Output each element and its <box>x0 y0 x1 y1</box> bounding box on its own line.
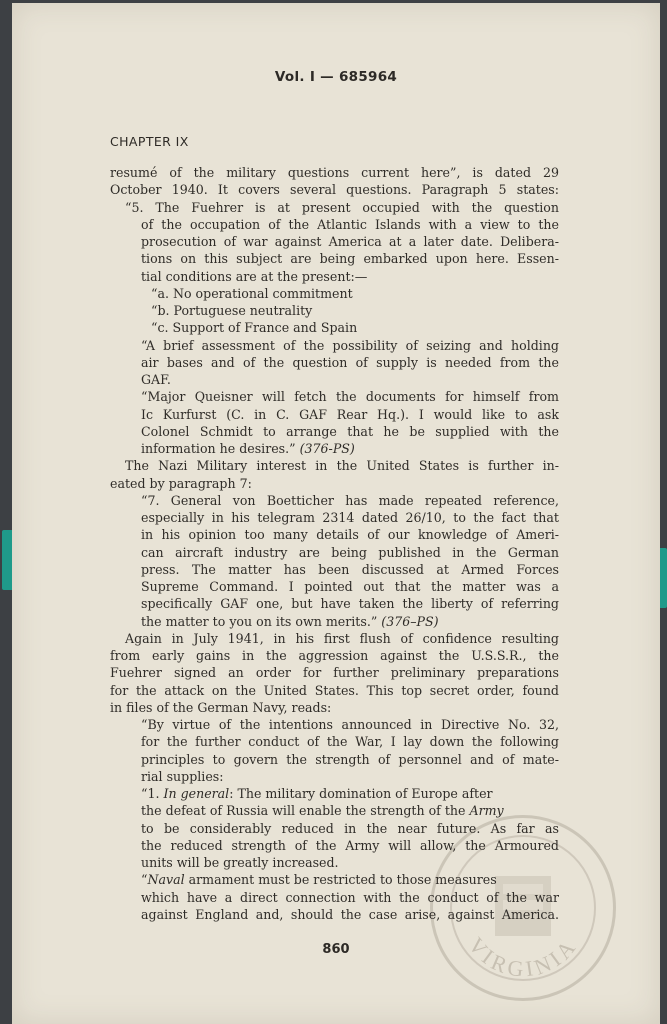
text-line: in files of the German Navy, reads: <box>110 699 332 715</box>
citation: (376–PS) <box>381 613 439 629</box>
text-line: GAF. <box>141 372 171 387</box>
document-body <box>110 164 559 923</box>
text-line: “Major Queisner will fetch the documents for himself from <box>141 389 559 405</box>
text-line: “c. Support of France and Spain <box>151 320 358 336</box>
text-line: against England and, should the case arise, against America. <box>141 906 559 922</box>
text-line: Colonel Schmidt to arrange that he be supplied with the <box>141 423 559 439</box>
text-line: especially in his telegram 2314 dated 26/10, to the fact that <box>141 510 559 525</box>
text-line: “b. Portuguese neutrality <box>151 303 313 318</box>
text-line: Fuehrer signed an order for further preliminary preparations <box>110 665 559 681</box>
text-line: to be considerably reduced in the near future. As far as <box>141 820 559 836</box>
text-line: for the attack on the United States. This top secret order, found <box>110 682 559 698</box>
text-line: the defeat of Russia will enable the strength of the Army <box>141 803 504 819</box>
text-line: tial conditions are at the present:— <box>141 268 368 284</box>
text-line: which have a direct connection with the conduct of the war <box>141 889 559 905</box>
text-line: information he desires.” (376-PS) <box>141 441 355 456</box>
text-line: for the further conduct of the War, I lay down the following <box>141 734 559 750</box>
text-line: “Naval armament must be restricted to those measures <box>141 872 497 888</box>
text-line: “By virtue of the intentions announced in Directive No. 32, <box>141 717 559 732</box>
text-line: “5. The Fuehrer is at present occupied with the question <box>125 199 559 215</box>
text-line: units will be greatly increased. <box>141 855 339 870</box>
text-line: Supreme Command. I pointed out that the matter was a <box>141 579 559 594</box>
text-line: eated by paragraph 7: <box>110 475 252 491</box>
text-line: the matter to you on its own merits.” (376–PS) <box>141 613 439 629</box>
text-line: in his opinion too many details of our knowledge of Ameri- <box>141 527 559 543</box>
text-line: “1. In general: The military domination of Europe after <box>141 786 493 801</box>
svg-text:VIRGINIA: VIRGINIA <box>463 932 583 982</box>
text-line: press. The matter has been discussed at Armed Forces <box>141 561 559 577</box>
text-line: “A brief assessment of the possibility of seizing and holding <box>141 337 559 353</box>
text-line: The Nazi Military interest in the United States is further in- <box>125 458 559 474</box>
volume-header: Vol. I — 685964 <box>274 69 398 85</box>
text-line: October 1940. It covers several questions. Paragraph 5 states: <box>110 182 559 198</box>
text-line: air bases and of the question of supply is needed from the <box>141 354 559 370</box>
text-line: resumé of the military questions current here”, is dated 29 <box>110 165 559 180</box>
page-number: 860 <box>322 942 350 957</box>
text-line: the reduced strength of the Army will allow, the Armoured <box>141 837 559 853</box>
text-line: rial supplies: <box>141 768 224 784</box>
text-line: tions on this subject are being embarked upon here. Essen- <box>141 251 559 267</box>
text-line: of the occupation of the Atlantic Islands with a view to the <box>141 216 559 232</box>
text-line: Again in July 1941, in his first flush of confidence resulting <box>125 630 559 646</box>
document-page <box>12 3 660 1024</box>
text-line: specifically GAF one, but have taken the liberty of referring <box>141 596 559 612</box>
text-line: prosecution of war against America at a later date. Delibera- <box>141 234 559 249</box>
chapter-heading: CHAPTER IX <box>110 134 189 149</box>
text-line: Ic Kurfurst (C. in C. GAF Rear Hq.). I would like to ask <box>141 406 559 422</box>
text-line: can aircraft industry are being published in the German <box>141 544 559 560</box>
text-line: from early gains in the aggression against the U.S.S.R., the <box>110 648 559 663</box>
text-line: “7. General von Boetticher has made repeated reference, <box>141 492 559 508</box>
citation: (376-PS) <box>299 441 355 456</box>
text-line: principles to govern the strength of personnel and of mate- <box>141 751 559 767</box>
text-line: “a. No operational commitment <box>151 285 353 301</box>
